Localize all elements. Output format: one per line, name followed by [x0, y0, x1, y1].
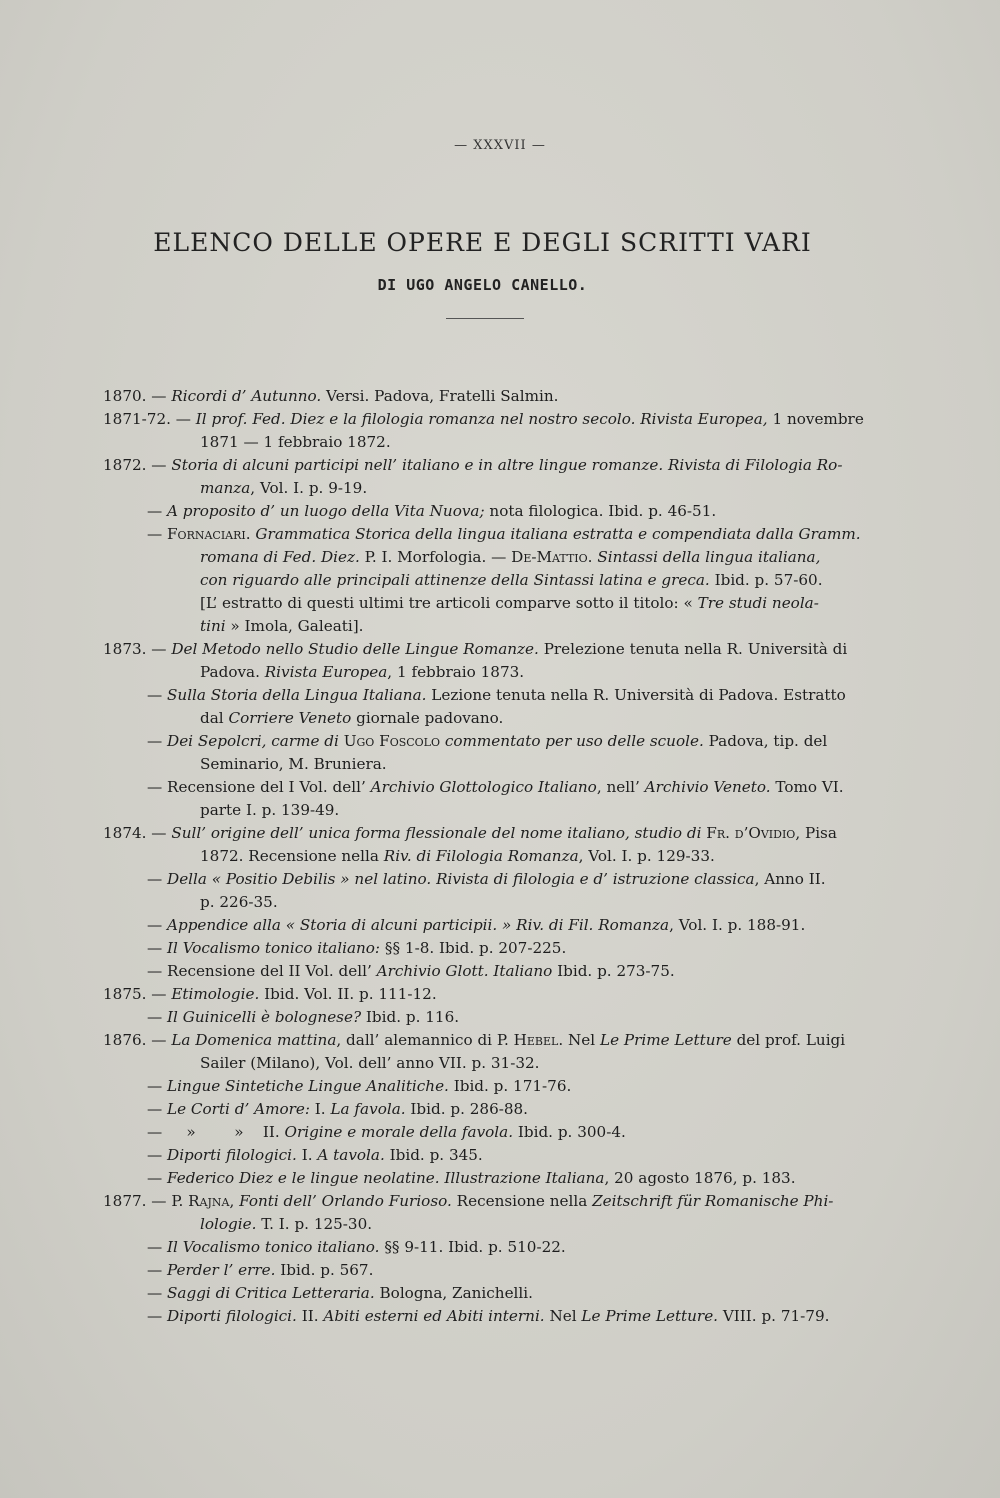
bibliography-line: — Il Vocalismo tonico italiano: §§ 1-8. Ibid. p. 207-225.: [147, 939, 567, 957]
page-number: — XXXVII —: [454, 138, 546, 153]
page-subtitle: DI UGO ANGELO CANELLO.: [377, 276, 588, 294]
bibliography-line: 1870. — Ricordi d’ Autunno. Versi. Padova, Fratelli Salmin.: [103, 387, 559, 405]
bibliography-line: 1873. — Del Metodo nello Studio delle Lingue Romanze. Prelezione tenuta nella R. Università di: [103, 640, 848, 658]
bibliography-line: — Lingue Sintetiche Lingue Analitiche. Ibid. p. 171-76.: [147, 1077, 572, 1095]
bibliography-line: dal Corriere Veneto giornale padovano.: [200, 709, 504, 727]
bibliography-line: — Sulla Storia della Lingua Italiana. Lezione tenuta nella R. Università di Padova. Estratto: [147, 686, 846, 704]
bibliography-line: — Fornaciari. Grammatica Storica della lingua italiana estratta e compendiata dalla Gramm.: [147, 525, 861, 543]
bibliography-line: p. 226-35.: [200, 893, 278, 911]
bibliography-line: — Il Vocalismo tonico italiano. §§ 9-11. Ibid. p. 510-22.: [147, 1238, 566, 1256]
bibliography-line: [L’ estratto di questi ultimi tre articoli comparve sotto il titolo: « Tre studi neola-: [200, 594, 819, 612]
bibliography-line: — Diporti filologici. I. A tavola. Ibid. p. 345.: [147, 1146, 483, 1164]
bibliography-line: — Il Guinicelli è bolognese? Ibid. p. 116.: [147, 1008, 460, 1026]
bibliography-line: 1872. Recensione nella Riv. di Filologia Romanza, Vol. I. p. 129-33.: [200, 847, 715, 865]
bibliography-line: — A proposito d’ un luogo della Vita Nuova; nota filologica. Ibid. p. 46-51.: [147, 502, 717, 520]
bibliography-line: — Appendice alla « Storia di alcuni participii. » Riv. di Fil. Romanza, Vol. I. p. 188-91.: [147, 916, 806, 934]
bibliography-line: 1875. — Etimologie. Ibid. Vol. II. p. 111-12.: [103, 985, 437, 1003]
bibliography-line: — Federico Diez e le lingue neolatine. Illustrazione Italiana, 20 agosto 1876, p. 183.: [147, 1169, 796, 1187]
bibliography-line: Padova. Rivista Europea, 1 febbraio 1873.: [200, 663, 525, 681]
bibliography-line: 1876. — La Domenica mattina, dall’ alemannico di P. Hebel. Nel Le Prime Letture del prof. Luigi: [103, 1031, 846, 1049]
bibliography-line: — » » II. Origine e morale della favola. Ibid. p. 300-4.: [147, 1123, 626, 1141]
bibliography-line: 1871-72. — Il prof. Fed. Diez e la filologia romanza nel nostro secolo. Rivista Europea, 1 novembre: [103, 410, 864, 428]
bibliography-line: Seminario, M. Bruniera.: [200, 755, 387, 773]
bibliography-line: Sailer (Milano), Vol. dell’ anno VII. p. 31-32.: [200, 1054, 540, 1072]
bibliography-line: tini » Imola, Galeati].: [200, 617, 364, 635]
bibliography-line: — Le Corti d’ Amore: I. La favola. Ibid. p. 286-88.: [147, 1100, 529, 1118]
bibliography-line: lologie. T. I. p. 125-30.: [200, 1215, 373, 1233]
bibliography-line: 1874. — Sull’ origine dell’ unica forma flessionale del nome italiano, studio di Fr. d’Ovidio, Pisa: [103, 824, 837, 842]
bibliography-line: — Perder l’ erre. Ibid. p. 567.: [147, 1261, 374, 1279]
bibliography-line: parte I. p. 139-49.: [200, 801, 340, 819]
bibliography-line: 1872. — Storia di alcuni participi nell’ italiano e in altre lingue romanze. Rivista di Filologia Ro-: [103, 456, 843, 474]
bibliography-line: 1871 — 1 febbraio 1872.: [200, 433, 391, 451]
page-title: ELENCO DELLE OPERE E DEGLI SCRITTI VARI: [153, 228, 812, 257]
bibliography-line: romana di Fed. Diez. P. I. Morfologia. — De-Mattio. Sintassi della lingua italiana,: [200, 548, 821, 566]
bibliography-line: — Saggi di Critica Letteraria. Bologna, Zanichelli.: [147, 1284, 533, 1302]
bibliography-line: — Recensione del II Vol. dell’ Archivio Glott. Italiano Ibid. p. 273-75.: [147, 962, 675, 980]
bibliography-line: — Recensione del I Vol. dell’ Archivio Glottologico Italiano, nell’ Archivio Veneto. Tomo VI.: [147, 778, 844, 796]
bibliography-line: con riguardo alle principali attinenze della Sintassi latina e greca. Ibid. p. 57-60.: [200, 571, 823, 589]
title-divider: [446, 318, 524, 319]
bibliography-line: — Della « Positio Debilis » nel latino. Rivista di filologia e d’ istruzione classica, Anno II.: [147, 870, 826, 888]
bibliography-line: 1877. — P. Rajna, Fonti dell’ Orlando Furioso. Recensione nella Zeitschrift für Romanische Phi-: [103, 1192, 834, 1210]
bibliography-line: — Diporti filologici. II. Abiti esterni ed Abiti interni. Nel Le Prime Letture. VIII. p. 71-79.: [147, 1307, 830, 1325]
bibliography-line: manza, Vol. I. p. 9-19.: [200, 479, 368, 497]
bibliography-line: — Dei Sepolcri, carme di Ugo Foscolo commentato per uso delle scuole. Padova, tip. del: [147, 732, 828, 750]
